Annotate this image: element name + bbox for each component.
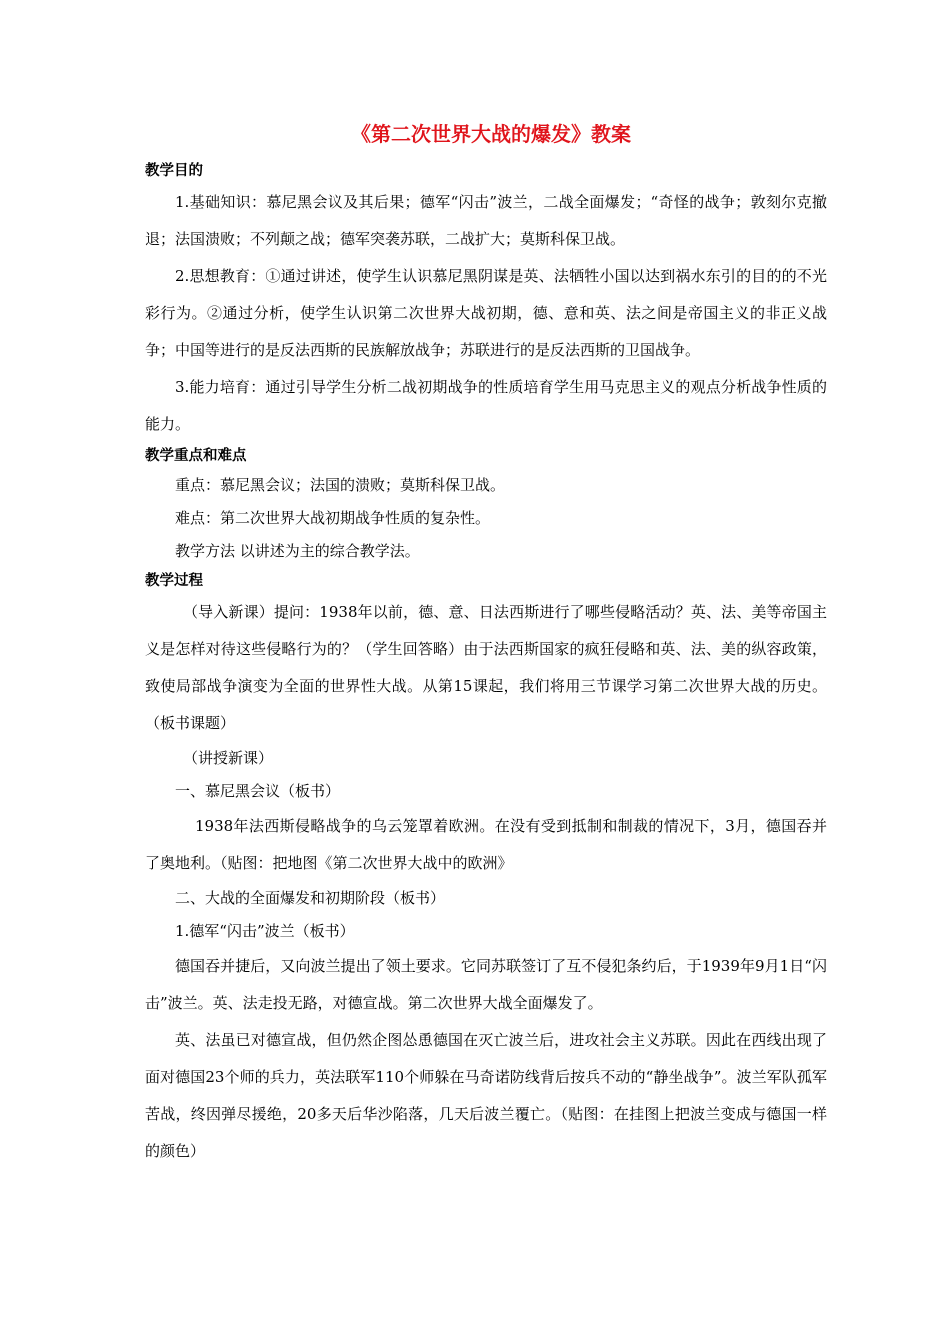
process-new-lesson-label: （讲授新课）	[183, 749, 274, 767]
process-poland-paragraph: 德国吞并捷后，又向波兰提出了领土要求。它同苏联签订了互不侵犯条约后，于1939年9月1日“闪击”波兰。英、法走投无路，对德宣战。第二次世界大战全面爆发了。	[145, 957, 827, 1012]
process-section-munich: 一、慕尼黑会议（板书）	[175, 782, 341, 800]
key-point-focus: 重点：慕尼黑会议；法国的溃败；莫斯科保卫战。	[175, 476, 506, 494]
process-phoney-war-paragraph: 英、法虽已对德宣战，但仍然企图怂恿德国在灭亡波兰后，进攻社会主义苏联。因此在西线出现了面对德国23个师的兵力，英法联军110个师躲在马奇诺防线背后按兵不动的“静坐战争”。波兰军队孤军苦战，终因弹尽援绝，20多天后华沙陷落，几天后波兰覆亡。（贴图：在挂图上把波兰变成与德国一样的颜色）	[145, 1031, 827, 1160]
objective-paragraph-3: 3.能力培育：通过引导学生分析二战初期战争的性质培育学生用马克思主义的观点分析战争性质的能力。	[145, 378, 827, 433]
teaching-method: 教学方法 以讲述为主的综合教学法。	[175, 542, 420, 560]
objectives-heading: 教学目的	[145, 163, 203, 179]
process-subsection-blitz-poland: 1.德军“闪击”波兰（板书）	[175, 922, 355, 940]
document-title: 《第二次世界大战的爆发》教案	[351, 122, 631, 146]
objective-paragraph-2: 2.思想教育：①通过讲述，使学生认识慕尼黑阴谋是英、法牺牲小国以达到祸水东引的目的的不光彩行为。②通过分析，使学生认识第二次世界大战初期，德、意和英、法之间是帝国主义的非正义战争；中国等进行的是反法西斯的民族解放战争；苏联进行的是反法西斯的卫国战争。	[145, 267, 827, 359]
process-intro-paragraph: （导入新课）提问：1938年以前，德、意、日法西斯进行了哪些侵略活动？英、法、美等帝国主义是怎样对待这些侵略行为的？（学生回答略）由于法西斯国家的疯狂侵略和英、法、美的纵容政策，致使局部战争演变为全面的世界性大战。从第15课起，我们将用三节课学习第二次世界大战的历史。（板书课题）	[145, 603, 827, 732]
process-munich-paragraph: 1938年法西斯侵略战争的乌云笼罩着欧洲。在没有受到抵制和制裁的情况下，3月，德国吞并了奥地利。（贴图：把地图《第二次世界大战中的欧洲》	[145, 817, 827, 872]
document-page	[145, 118, 827, 1170]
process-heading: 教学过程	[145, 573, 203, 589]
process-section-outbreak: 二、大战的全面爆发和初期阶段（板书）	[175, 889, 446, 907]
objective-paragraph-1: 1.基础知识：慕尼黑会议及其后果；德军“闪击”波兰，二战全面爆发；“奇怪的战争；敦刻尔克撤退；法国溃败；不列颠之战；德军突袭苏联，二战扩大；莫斯科保卫战。	[145, 193, 827, 248]
key-point-difficulty: 难点：第二次世界大战初期战争性质的复杂性。	[175, 509, 491, 527]
key-points-heading: 教学重点和难点	[145, 448, 247, 464]
